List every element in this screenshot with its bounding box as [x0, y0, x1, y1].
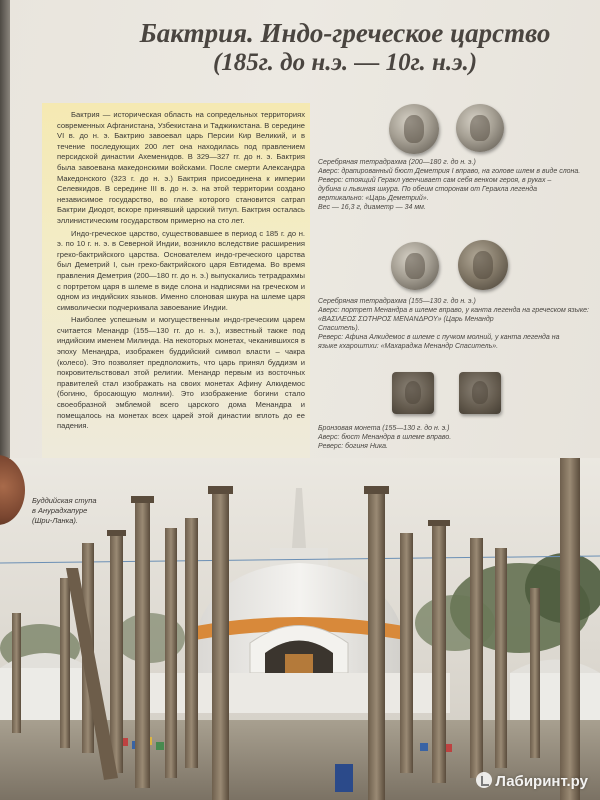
- caption-1-line-1: Серебряная тетрадрахма (200—180 г. до н. э.): [318, 159, 476, 166]
- page-title: [95, 18, 595, 78]
- photo-caption: [32, 496, 112, 526]
- caption-1-line-2: Аверс: драпированный бюст Деметрия I вправо, на голове шлем в виде слона.: [318, 168, 581, 175]
- caption-3-line-2: Аверс: бюст Менандра в шлеме вправо.: [318, 434, 452, 441]
- coin-caption-2: [318, 297, 590, 351]
- caption-1-line-5: вертикально: «Царь Деметрий».: [318, 195, 429, 202]
- coin-menander-obverse: [391, 242, 439, 290]
- photo-caption-line-2: в Анурадхапуре: [32, 506, 88, 515]
- paragraph-1: Бактрия — историческая область на сопредельных территориях современных Афганистана, Узбекистана и Таджикистана. В середине VI в. до н. э. Бактрию завоевал царь Персии Кир Великий, и в течение последующих 200 лет она находилась под правлением персидской династии Ахеменидов. В 329—327 гг. до н. э. Бактрия была завоевана македонскими войсками. После смерти Александра Македонского (323 г. до н. э.) Бактрия присоединена к империи Селевкидов. В середине III в. до н. э. на этой территории создано независимое государство, во главе которого становится сатрап Бактрии Диодот, вскоре принявший царский титул. Бактрия осталась эллинистическим государством примерно на сто лет.: [57, 110, 305, 225]
- labirint-logo-icon: [476, 772, 492, 788]
- title-line-2: (185г. до н.э. — 10г. н.э.): [212, 49, 478, 77]
- paragraph-3: Наиболее успешным и могущественным индо-греческим царем считается Менандр (155—130 гг. до н. э.), известный также под индийским именем Милинда. На некоторых монетах, чеканившихся в эпоху Менандра, изображен буддийский символ власти – чакра (колесо). Это позволяет предположить, что царь принял буддизм и покровительствовал этой религии. Менандр первым из восточных правителей стал изображать на своих монетах Афину Алкидемос (богиню, бросающую молнии). Это изображение богини стало своеобразной эмблемой всего царского дома Менандра и помещалось на монетах всех царей этой династии вплоть до ее падения.: [57, 315, 305, 431]
- coin-caption-3: [318, 424, 518, 451]
- title-line-1: Бактрия. Индо-греческое царство: [139, 18, 551, 48]
- caption-2-line-2: Аверс: портрет Менандра в шлеме вправо, у канта легенда на греческом языке: «ΒΑΣΙΛΕΩΣ ΣΩΤΗΡΟΣ ΜΕΝΑΝΔΡΟΥ» (Царь Менандр: [318, 307, 589, 323]
- caption-1-line-3: Реверс: стоящий Геракл увенчивает сам себя венком героя, в руках –: [318, 177, 552, 184]
- caption-1-line-4: дубина и львиная шкура. По обеим сторонам от Геракла легенда: [318, 186, 538, 193]
- caption-3-line-3: Реверс: богиня Ника.: [318, 443, 388, 450]
- caption-2-line-1: Серебряная тетрадрахма (155—130 г. до н. э.): [318, 298, 476, 305]
- caption-2-line-4: Реверс: Афина Алкидемос в шлеме с пучком молний, у канта легенда на: [318, 334, 560, 341]
- caption-2-line-3: Спаситель).: [318, 325, 360, 332]
- caption-3-line-1: Бронзовая монета (155—130 г. до н. э.): [318, 425, 450, 432]
- photo-caption-line-3: (Шри-Ланка).: [32, 516, 78, 525]
- coin-demetrius-obverse: [389, 104, 439, 154]
- watermark-text: Лабиринт.ру: [495, 773, 588, 790]
- body-text: [57, 110, 305, 434]
- coin-caption-1: [318, 158, 588, 212]
- watermark: [476, 772, 588, 790]
- coin-demetrius-reverse: [456, 104, 504, 152]
- caption-2-line-5: языке кхароштхи: «Махараджа Менандр Спаситель».: [318, 343, 499, 350]
- paragraph-2: Индо-греческое царство, существовавшее в период с 185 г. до н. э. по 10 г. н. э. в Северной Индии, возникло вследствие расширения греко-бактрийского царства. Основателем индо-греческого царства был Деметрий I, сын греко-бактрийского царя Евтидема. Во время правления Деметрия (200—180 гг. до н. э.) выпускались тетрадрахмы с портретом царя в шлеме в виде слона и надписями на греческом и одном из индийских языков. Именно слоновая шкура на шлеме царя символически подчеркивала завоевание Индии.: [57, 228, 305, 312]
- coin-bronze-reverse: [459, 372, 501, 414]
- coin-menander-reverse: [458, 240, 508, 290]
- caption-1-line-6: Вес — 16,3 г, диаметр — 34 мм.: [318, 204, 426, 211]
- photo-caption-line-1: Буддийская ступа: [32, 496, 97, 505]
- coin-bronze-obverse: [392, 372, 434, 414]
